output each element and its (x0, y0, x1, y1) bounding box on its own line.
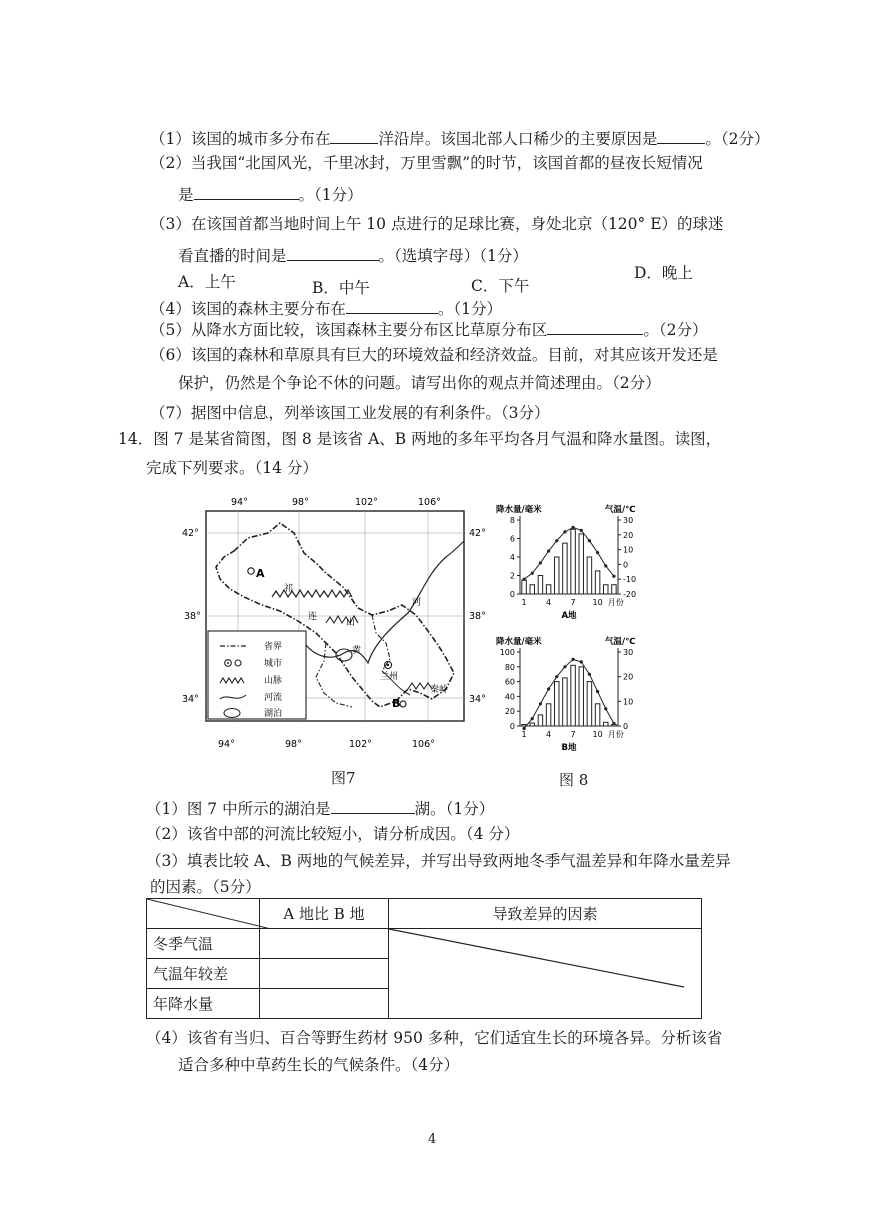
right-tick-label: 30 (623, 648, 634, 657)
precip-bar (579, 667, 583, 726)
temperature-point (580, 529, 583, 532)
q14-intro-line1: 14．图 7 是某省简图，图 8 是该省 A、B 两地的多年平均各月气温和降水量图。读图， (118, 430, 722, 448)
precip-bar (612, 585, 616, 594)
q13-part7: （7）据图中信息，列举该国工业发展的有利条件。（3分） (150, 404, 550, 422)
table-corner-cell (147, 899, 260, 929)
chart-left-axis-title: 降水量/毫米 (496, 505, 542, 515)
q13-part4: （4）该国的森林主要分布在 。（1分） (150, 297, 502, 320)
lat-label: 38° (469, 611, 486, 622)
river-label: 河 (412, 598, 422, 608)
legend-boundary-label: 省界 (264, 642, 283, 652)
right-tick-label: 0 (623, 722, 629, 731)
precip-bar (604, 585, 608, 594)
q14-part3-line2: 的因素。（5分） (150, 878, 261, 896)
qilian-label: 山 (346, 618, 356, 628)
q13-part3-line1: （3）在该国首都当地时间上午 10 点进行的足球比赛，身处北京（120° E）的球迷 (150, 215, 724, 233)
right-tick-label: 0 (623, 560, 629, 570)
corner-diagonal (147, 899, 271, 929)
q14-part2: （2）该省中部的河流比较短小，请分析成因。（4 分） (146, 825, 520, 843)
right-tick-label: 30 (623, 516, 634, 525)
precip-bar (555, 557, 559, 594)
left-tick-label: 0 (509, 722, 515, 731)
temperature-point (555, 539, 558, 542)
precip-bar (595, 704, 599, 726)
x-axis-title: 月份 (607, 598, 624, 607)
temperature-point (522, 578, 525, 581)
page-number: 4 (428, 1132, 437, 1147)
answer-cell[interactable] (389, 929, 702, 1019)
legend-lake-label: 湖泊 (264, 709, 283, 719)
x-tick-label: 1 (521, 730, 527, 739)
lon-label: 102° (349, 739, 372, 750)
option-b[interactable]: B．中午 (312, 279, 370, 297)
precip-bar (571, 529, 575, 594)
temperature-point (563, 665, 566, 668)
right-tick-label: -20 (623, 590, 637, 599)
x-tick-label: 10 (592, 730, 603, 739)
legend-river-label: 河流 (264, 693, 283, 703)
lon-label: 102° (355, 497, 378, 508)
q13-part5: （5）从降水方面比较，该国森林主要分布区比草原分布区 。（2分） (150, 318, 708, 341)
option-d[interactable]: D．晚上 (634, 264, 693, 282)
precip-bar (595, 571, 599, 594)
x-tick-label: 4 (546, 598, 552, 607)
temperature-point (604, 707, 607, 710)
answer-blank[interactable] (657, 127, 705, 144)
temperature-point (596, 690, 599, 693)
precip-bar (563, 543, 567, 594)
x-tick-label: 7 (570, 730, 576, 739)
precip-bar (522, 725, 526, 726)
precip-bar (563, 678, 567, 726)
precip-bar (538, 576, 542, 595)
chart-right-axis-title: 气温/℃ (605, 637, 636, 647)
lon-label: 98° (285, 739, 302, 750)
q14-intro-line2: 完成下列要求。（14 分） (146, 459, 318, 477)
point-a-label: A (256, 567, 265, 580)
left-tick-label: 8 (509, 516, 515, 525)
lon-label: 106° (418, 497, 441, 508)
temperature-point (539, 702, 542, 705)
temperature-point (563, 530, 566, 533)
header-factors: 导致差异的因素 (389, 899, 702, 929)
temperature-point (571, 526, 574, 529)
temperature-point (539, 561, 542, 564)
temperature-point (596, 551, 599, 554)
precip-bar (530, 723, 534, 726)
temperature-line (524, 527, 614, 579)
x-tick-label: 10 (592, 598, 603, 607)
province-map (176, 493, 486, 753)
temperature-point (588, 673, 591, 676)
left-tick-label: 0 (509, 590, 515, 599)
lanzhou-label: 兰州 (380, 672, 399, 682)
temperature-point (604, 564, 607, 567)
temperature-point (571, 658, 574, 661)
precip-bar (579, 534, 583, 594)
precip-bar (522, 580, 526, 594)
precip-bar (546, 704, 550, 726)
q13-part6-line1: （6）该国的森林和草原具有巨大的环境效益和经济效益。目前，对其应该开发还是 (150, 346, 718, 364)
precip-bar (587, 557, 591, 594)
left-tick-label: 2 (509, 571, 515, 581)
answer-cell[interactable] (260, 959, 389, 989)
lat-label: 34° (469, 694, 486, 705)
q13-part6-line2: 保护，仍然是个争论不休的问题。请写出你的观点并简述理由。（2分） (178, 374, 661, 392)
precip-bar (587, 682, 591, 726)
climate-chart-a (490, 498, 650, 626)
point-b-label: B (392, 697, 401, 710)
map-legend (208, 631, 306, 719)
left-tick-label: 100 (499, 648, 515, 657)
answer-blank[interactable] (547, 318, 643, 335)
lon-label: 98° (292, 497, 309, 508)
answer-cell[interactable] (260, 989, 389, 1019)
precip-bar (546, 585, 550, 594)
temperature-point (547, 687, 550, 690)
answer-blank[interactable] (330, 127, 378, 144)
qilian-label: 祁 (284, 584, 294, 594)
chart-left-axis-title: 降水量/毫米 (496, 637, 542, 647)
table-header-row (147, 899, 702, 929)
lanzhou-dot (387, 664, 389, 666)
comparison-table (146, 898, 702, 1019)
left-tick-label: 80 (504, 662, 515, 672)
merged-cell-diagonal (389, 929, 684, 1019)
figure7-caption: 图7 (331, 769, 356, 787)
answer-blank[interactable] (287, 244, 379, 261)
right-tick-label: 20 (623, 530, 634, 540)
chart-right-axis-title: 气温/℃ (605, 505, 636, 515)
option-a[interactable]: A．上午 (178, 273, 236, 291)
precip-bar (530, 585, 534, 594)
q14-part3-line1: （3）填表比较 A、B 两地的气候差异，并写出导致两地冬季气温差异和年降水量差异 (146, 852, 731, 870)
right-tick-label: -10 (623, 575, 637, 585)
row-label: 气温年较差 (147, 959, 260, 989)
temperature-point (531, 717, 534, 720)
figure8-caption: 图 8 (559, 771, 589, 789)
precip-bar (538, 715, 542, 726)
qilian-label: 连 (308, 612, 318, 622)
qinling-label: 秦岭 (430, 685, 449, 695)
lon-label: 94° (218, 739, 235, 750)
right-tick-label: 10 (623, 697, 634, 707)
answer-blank[interactable] (331, 797, 415, 814)
left-tick-label: 60 (504, 677, 515, 687)
left-tick-label: 6 (509, 534, 515, 544)
table-row (147, 929, 702, 959)
legend-mountain-label: 山脉 (264, 676, 283, 686)
temperature-point (547, 549, 550, 552)
chart-subtitle: A地 (561, 611, 577, 621)
answer-blank[interactable] (194, 183, 299, 200)
x-tick-label: 7 (570, 598, 576, 607)
climate-chart-b (490, 630, 650, 760)
answer-cell[interactable] (260, 929, 389, 959)
precip-bar (604, 722, 608, 726)
q14-part4-line2: 适合多种中草药生长的气候条件。（4分） (178, 1056, 460, 1074)
left-tick-label: 40 (504, 692, 515, 702)
temperature-point (612, 575, 615, 578)
q13-part1: （1）该国的城市多分布在 洋沿岸。该国北部人口稀少的主要原因是 。（2分） (150, 127, 770, 150)
q13-part3-line2: 看直播的时间是 。（选填字母）（1分） (178, 244, 528, 267)
huang-label: 黄 (352, 646, 362, 656)
left-tick-label: 4 (509, 553, 515, 562)
q13-part2-line2: 是 。（1分） (178, 183, 363, 206)
row-label: 年降水量 (147, 989, 260, 1019)
row-label: 冬季气温 (147, 929, 260, 959)
right-tick-label: 10 (623, 545, 634, 555)
answer-blank[interactable] (346, 297, 438, 314)
precip-bar (555, 682, 559, 726)
x-axis-title: 月份 (607, 730, 624, 739)
chart-subtitle: B地 (561, 743, 577, 753)
x-tick-label: 1 (521, 598, 527, 607)
lat-label: 42° (182, 528, 199, 539)
precip-bar (571, 665, 575, 726)
q14-part4-line1: （4）该省有当归、百合等野生药材 950 多种，它们适宜生长的环境各异。分析该省 (146, 1029, 723, 1047)
x-tick-label: 4 (546, 730, 552, 739)
right-tick-label: 20 (623, 672, 634, 682)
lat-label: 34° (182, 694, 199, 705)
option-c[interactable]: C．下午 (471, 277, 530, 295)
left-tick-label: 20 (504, 707, 515, 717)
temperature-line (524, 659, 614, 728)
temperature-point (531, 572, 534, 575)
temperature-point (580, 660, 583, 663)
header-a-vs-b: A 地比 B 地 (260, 899, 389, 929)
q14-part1: （1）图 7 中所示的湖泊是 湖。（1分） (146, 797, 494, 820)
lon-label: 106° (412, 739, 435, 750)
legend-city-label: 城市 (264, 659, 283, 669)
temperature-point (588, 539, 591, 542)
q13-part2-line1: （2）当我国“北国风光，千里冰封，万里雪飘”的时节，该国首都的昼夜长短情况 (150, 154, 703, 172)
lat-label: 38° (184, 611, 201, 622)
temperature-point (555, 675, 558, 678)
lon-label: 94° (231, 497, 248, 508)
temperature-point (612, 722, 615, 725)
lat-label: 42° (469, 528, 486, 539)
